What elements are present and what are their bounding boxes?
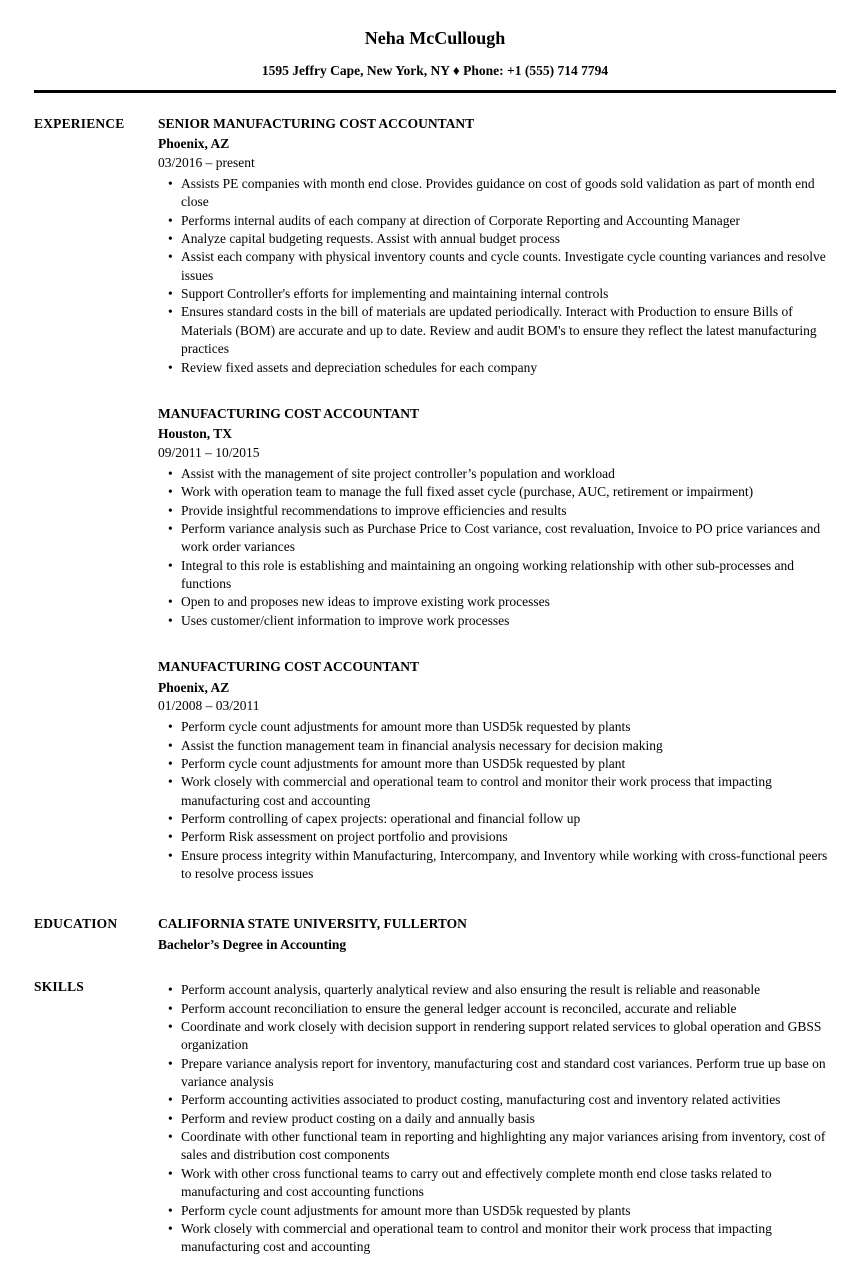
skills-bullet-list — [158, 981, 836, 1256]
contact-info: 1595 Jeffry Cape, New York, NY ♦ Phone: +1 (555) 714 7794 — [261, 63, 609, 79]
bullet-item: • Perform cycle count adjustments for amount more than USD5k requested by plants — [168, 1202, 836, 1220]
bullet-item: • Work closely with commercial and operational team to control and monitor their work process that impacting manufacturing cost and accounting — [168, 773, 836, 810]
bullet-item: • Work closely with commercial and operational team to control and monitor their work process that impacting manufacturing cost and accounting — [168, 1220, 836, 1257]
skills-section — [34, 978, 836, 1256]
bullet-item: • Uses customer/client information to improve work processes — [168, 612, 836, 630]
candidate-name: Neha McCullough — [364, 28, 506, 48]
bullet-item: • Perform Risk assessment on project portfolio and provisions — [168, 828, 836, 846]
section-label-education: EDUCATION — [34, 916, 118, 932]
bullet-item: • Perform cycle count adjustments for amount more than USD5k requested by plant — [168, 755, 836, 773]
degree-name: Bachelor’s Degree in Accounting — [158, 936, 347, 952]
bullet-item: • Support Controller's efforts for implementing and maintaining internal controls — [168, 285, 836, 303]
bullet-item: • Perform accounting activities associated to product costing, manufacturing cost and inventory related activities — [168, 1091, 836, 1109]
job-bullet-list — [158, 718, 836, 883]
bullet-item: • Perform and review product costing on a daily and annually basis — [168, 1110, 836, 1128]
job-title: SENIOR MANUFACTURING COST ACCOUNTANT — [158, 115, 475, 131]
section-label-skills: SKILLS — [34, 979, 84, 995]
bullet-item: • Assist each company with physical inventory counts and cycle counts. Investigate cycle counting variances and resolve issues — [168, 248, 836, 285]
bullet-item: • Ensure process integrity within Manufacturing, Intercompany, and Inventory while working with cross-functional peers to resolve process issues — [168, 847, 836, 884]
header-divider — [34, 90, 836, 93]
job-entry-2 — [158, 405, 836, 630]
bullet-item: • Work with other cross functional teams to carry out and effectively complete month end close tasks related to manufacturing and cost accounting functions — [168, 1165, 836, 1202]
job-title: MANUFACTURING COST ACCOUNTANT — [158, 405, 420, 421]
bullet-item: • Review fixed assets and depreciation schedules for each company — [168, 359, 836, 377]
bullet-item: • Coordinate with other functional team in reporting and highlighting any major variances arising from inventory, cost of sales and distribution cost components — [168, 1128, 836, 1165]
job-title: MANUFACTURING COST ACCOUNTANT — [158, 659, 420, 675]
experience-section — [34, 115, 836, 884]
experience-content — [158, 115, 836, 884]
bullet-item: • Prepare variance analysis report for inventory, manufacturing cost and standard cost variances. Perform true up base on variance analysis — [168, 1055, 836, 1092]
section-label-experience: EXPERIENCE — [34, 115, 125, 131]
skills-content — [158, 978, 836, 1256]
bullet-item: • Assist with the management of site project controller’s population and workload — [168, 465, 836, 483]
education-section — [34, 915, 836, 954]
job-location: Phoenix, AZ — [158, 136, 230, 152]
resume-header — [34, 26, 836, 93]
bullet-item: • Analyze capital budgeting requests. Assist with annual budget process — [168, 230, 836, 248]
bullet-item: • Integral to this role is establishing and maintaining an ongoing working relationship with other sub-processes and functions — [168, 557, 836, 594]
bullet-item: • Perform account analysis, quarterly analytical review and also ensuring the result is reliable and reasonable — [168, 981, 836, 999]
bullet-item: • Provide insightful recommendations to improve efficiencies and results — [168, 502, 836, 520]
bullet-item: • Assist the function management team in financial analysis necessary for decision making — [168, 737, 836, 755]
bullet-item: • Open to and proposes new ideas to improve existing work processes — [168, 593, 836, 611]
job-bullet-list — [158, 465, 836, 630]
bullet-item: • Ensures standard costs in the bill of materials are updated periodically. Interact with Production to ensure Bills of Materials (BOM) are accurate and up to date. Review and audit BOM's to ensure they reflect the latest manufacturing practices — [168, 303, 836, 358]
job-dates: 09/2011 – 10/2015 — [158, 444, 260, 460]
bullet-item: • Performs internal audits of each company at direction of Corporate Reporting and Accounting Manager — [168, 212, 836, 230]
bullet-item: • Perform controlling of capex projects: operational and financial follow up — [168, 810, 836, 828]
job-location: Houston, TX — [158, 426, 233, 442]
bullet-item: • Assists PE companies with month end close. Provides guidance on cost of goods sold validation as part of month end close — [168, 175, 836, 212]
education-content — [158, 915, 836, 954]
job-dates: 01/2008 – 03/2011 — [158, 697, 260, 713]
job-entry-1 — [158, 115, 836, 377]
bullet-item: • Perform account reconciliation to ensure the general ledger account is reconciled, accurate and reliable — [168, 1000, 836, 1018]
job-entry-3 — [158, 658, 836, 883]
bullet-item: • Perform variance analysis such as Purchase Price to Cost variance, cost revaluation, Invoice to PO price variances and work order variances — [168, 520, 836, 557]
job-dates: 03/2016 – present — [158, 154, 255, 170]
bullet-item: • Coordinate and work closely with decision support in rendering support related services to global operation and GBSS organization — [168, 1018, 836, 1055]
bullet-item: • Work with operation team to manage the full fixed asset cycle (purchase, AUC, retirement or impairment) — [168, 483, 836, 501]
job-bullet-list — [158, 175, 836, 377]
school-name: CALIFORNIA STATE UNIVERSITY, FULLERTON — [158, 916, 467, 932]
job-location: Phoenix, AZ — [158, 679, 230, 695]
bullet-item: • Perform cycle count adjustments for amount more than USD5k requested by plants — [168, 718, 836, 736]
